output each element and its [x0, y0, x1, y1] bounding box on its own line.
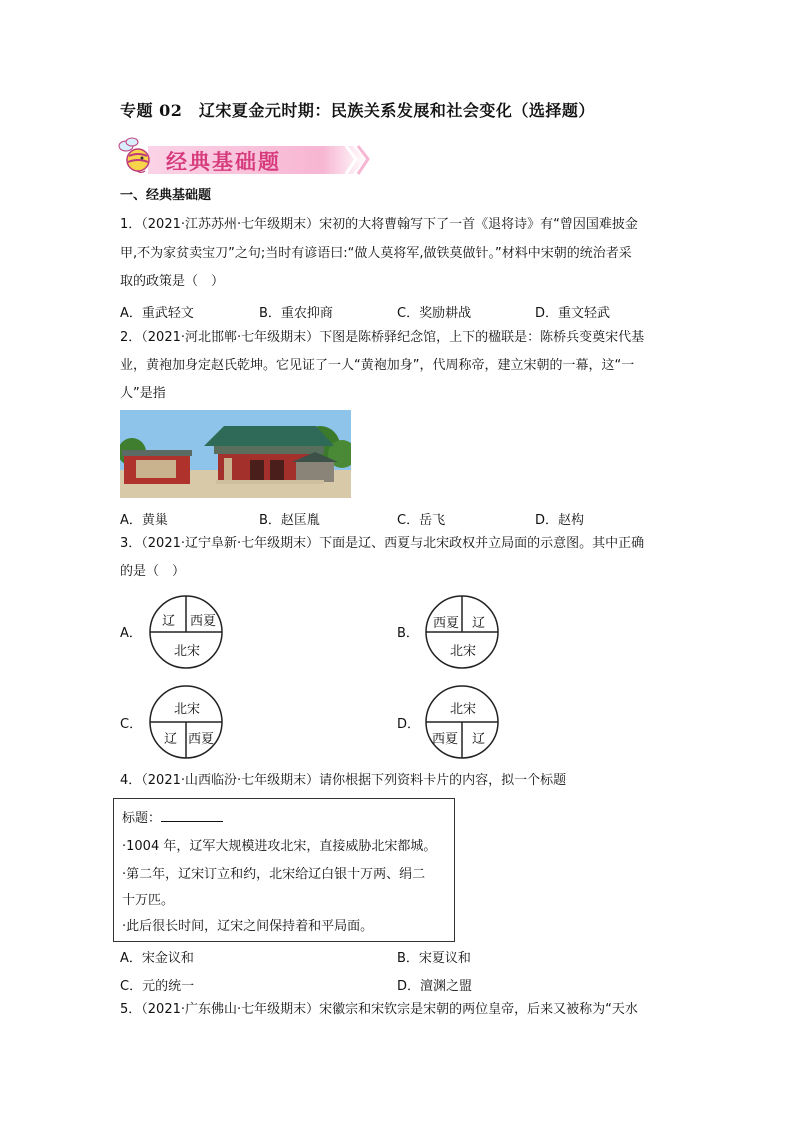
card-line-3: 十万匹。 — [122, 893, 175, 908]
q1-option-b[interactable]: B．重农抑商 — [259, 306, 333, 321]
q3-d-beisong: 北宋 — [450, 702, 477, 717]
q3-option-a[interactable]: A． — [120, 626, 142, 641]
page-title: 专题 02 辽宋夏金元时期：民族关系发展和社会变化（选择题） — [120, 101, 595, 120]
q1-option-a[interactable]: A．重武轻文 — [120, 306, 194, 321]
banner-label: 经典基础题 — [166, 150, 281, 174]
bee-icon — [119, 138, 149, 173]
card-line-2: ·第二年，辽宋订立和约，北宋给辽白银十万两、绢二 — [122, 867, 426, 882]
q4-option-d[interactable]: D．澶渊之盟 — [397, 979, 473, 994]
q3-b-beisong: 北宋 — [450, 644, 477, 659]
q2-line2: 业，黄袍加身定赵氏乾坤。它见证了一人“黄袍加身”，代周称帝，建立宋朝的一幕，这“一 — [120, 358, 635, 373]
q3-a-liao: 辽 — [162, 614, 176, 629]
q1-line2: 甲,不为家贫卖宝刀”之句;当时有谚语曰:“做人莫将军,做铁莫做针。”材料中宋朝的统治者采 — [120, 246, 632, 261]
q3-option-c[interactable]: C． — [120, 717, 143, 732]
q2-line3: 人”是指 — [120, 386, 166, 401]
q3-b-liao: 辽 — [472, 616, 486, 631]
q3-option-d[interactable]: D． — [397, 717, 421, 732]
section-heading: 一、经典基础题 — [120, 188, 212, 203]
q2-option-d[interactable]: D．赵构 — [535, 513, 585, 528]
q3-d-xixia: 西夏 — [432, 732, 459, 747]
q2-option-a[interactable]: A．黄巢 — [120, 513, 168, 528]
q4-option-b[interactable]: B．宋夏议和 — [397, 951, 471, 966]
q4-info-card — [113, 798, 455, 942]
q4-line1: 4．（2021·山西临汾·七年级期末）请你根据下列资料卡片的内容，拟一个标题 — [120, 773, 567, 788]
q3-line2: 的是（ ） — [120, 564, 186, 579]
q2-option-b[interactable]: B．赵匡胤 — [259, 513, 320, 528]
q3-d-liao: 辽 — [472, 732, 486, 747]
q4-option-c[interactable]: C．元的统一 — [120, 979, 195, 994]
q4-option-a[interactable]: A．宋金议和 — [120, 951, 194, 966]
q3-diagram-d — [424, 684, 500, 760]
card-title-row — [122, 807, 223, 826]
q2-option-c[interactable]: C．岳飞 — [397, 513, 446, 528]
q5-line1: 5．（2021·广东佛山·七年级期末）宋徽宗和宋钦宗是宋朝的两位皇帝，后来又被称为“天水 — [120, 1002, 638, 1017]
q1-option-c[interactable]: C．奖励耕战 — [397, 306, 472, 321]
card-line-4: ·此后很长时间，辽宋之间保持着和平局面。 — [122, 919, 374, 934]
q1-option-d[interactable]: D．重文轻武 — [535, 306, 611, 321]
title-blank[interactable] — [161, 809, 223, 822]
q1-line3: 取的政策是（ ） — [120, 274, 225, 289]
q3-a-xixia: 西夏 — [190, 614, 217, 629]
q3-a-beisong: 北宋 — [174, 644, 201, 659]
q2-line1: 2．（2021·河北邯郸·七年级期末）下图是陈桥驿纪念馆，上下的楹联是：陈桥兵变奠宋代基 — [120, 330, 645, 345]
q3-option-b[interactable]: B． — [397, 626, 419, 641]
q3-c-xixia: 西夏 — [188, 732, 215, 747]
q3-c-liao: 辽 — [164, 732, 178, 747]
q3-b-xixia: 西夏 — [433, 616, 460, 631]
memorial-hall-photo — [120, 410, 351, 498]
q3-diagram-c — [148, 684, 224, 760]
q3-c-beisong: 北宋 — [174, 702, 201, 717]
q1-line1: 1．（2021·江苏苏州·七年级期末）宋初的大将曹翰写下了一首《退将诗》有“曾因国难披金 — [120, 217, 638, 232]
card-title-label: 标题： — [122, 811, 162, 826]
q3-line1: 3．（2021·辽宁阜新·七年级期末）下面是辽、西夏与北宋政权并立局面的示意图。其中正确 — [120, 536, 645, 551]
card-line-1: ·1004 年，辽军大规模进攻北宋，直接威胁北宋都城。 — [122, 839, 437, 854]
